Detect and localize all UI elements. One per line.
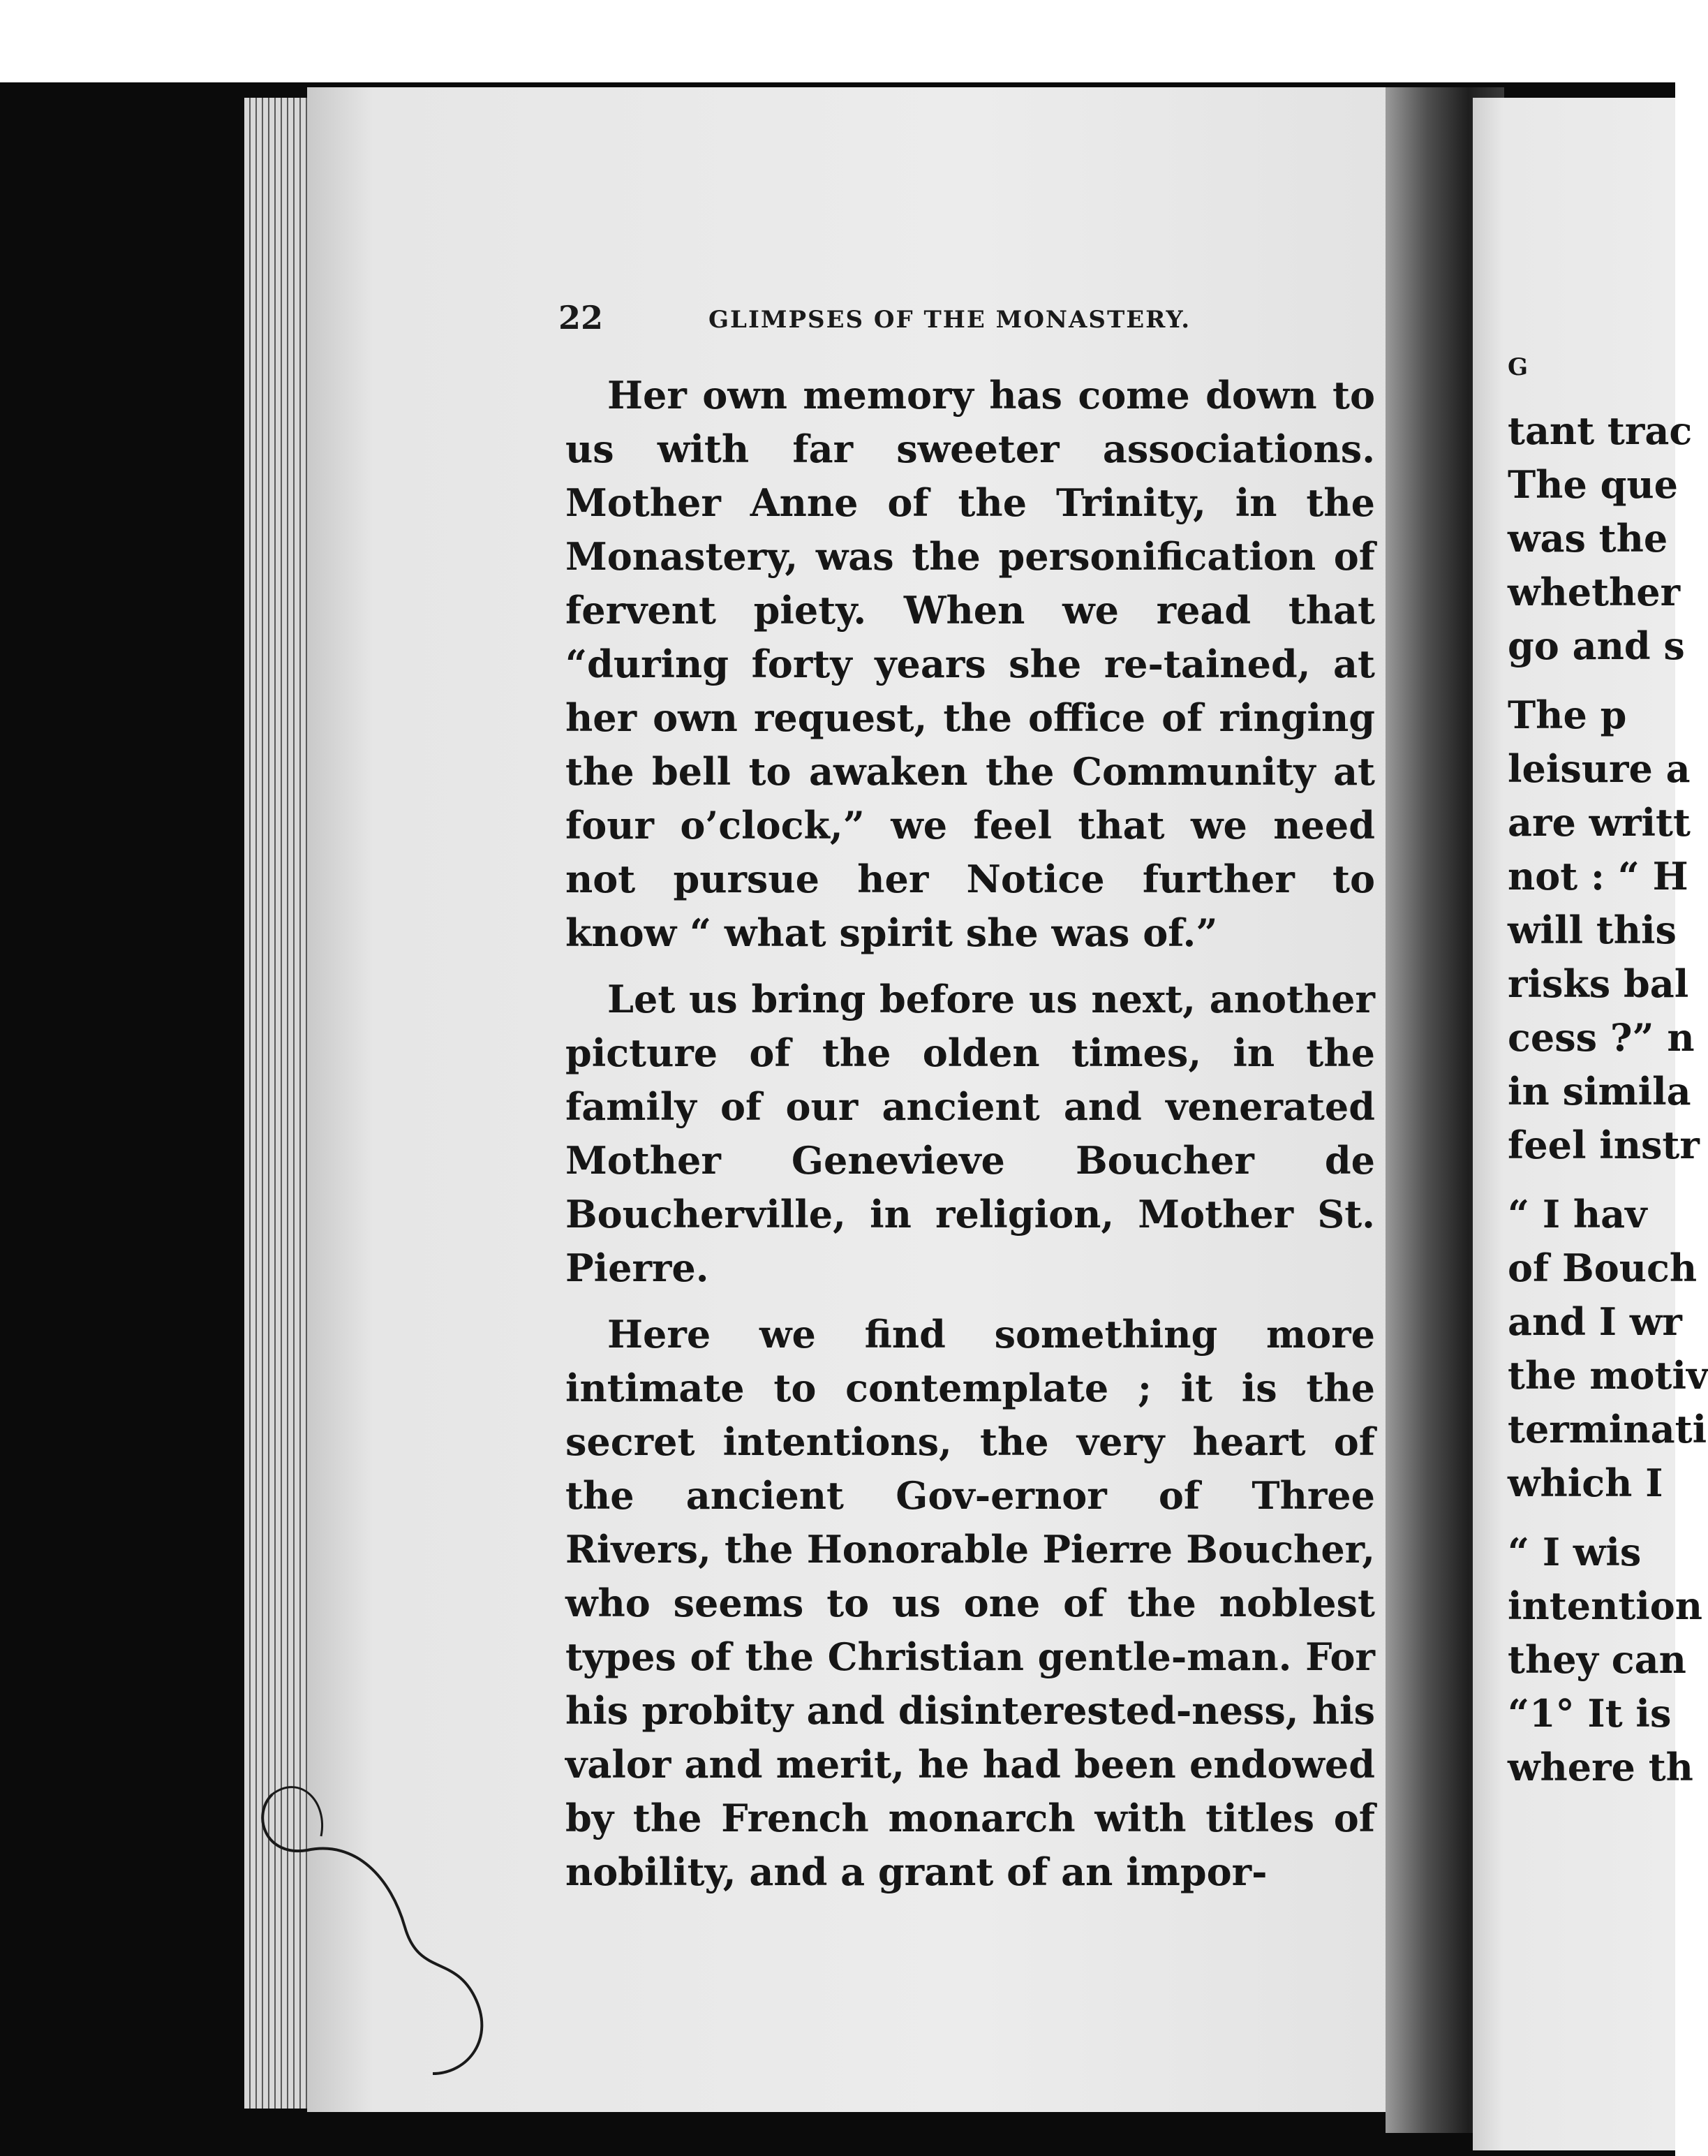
- fragment-line: intention: [1508, 1583, 1703, 1628]
- right-page-body: [1508, 341, 1708, 1794]
- fragment-line: where th: [1508, 1745, 1693, 1789]
- page-number: 22: [558, 299, 604, 337]
- fragment-line: “ I wis: [1508, 1530, 1642, 1574]
- fragment-line: which I: [1508, 1461, 1663, 1505]
- fragment-line: feel instr: [1508, 1123, 1700, 1167]
- running-head: [558, 299, 1368, 341]
- fragment-line: terminati: [1508, 1407, 1707, 1452]
- fragment-line: the motiv: [1508, 1353, 1708, 1398]
- fragment-line: tant trac: [1508, 408, 1693, 453]
- fragment-line: in simila: [1508, 1069, 1691, 1114]
- running-title: GLIMPSES OF THE MONASTERY.: [708, 306, 1191, 334]
- paragraph: Her own memory has come down to us with far sweeter associations. Mother Anne of the Trinity, in the Monastery, was the personification of fervent piety. When we read that “during forty years she re-tained, at her own request, the office of ringing the bell to awaken the Community at four o’clock,” we feel that we need not pursue her Notice further to know “ what spirit she was of.”: [565, 373, 1375, 955]
- left-page-body: [565, 369, 1375, 1912]
- fragment-line: not : “ H: [1508, 854, 1688, 899]
- paragraph: Let us bring before us next, another picture of the olden times, in the family of our ancient and venerated Mother Genevieve Boucher de Boucherville, in religion, Mother St. Pierre.: [565, 977, 1375, 1290]
- fragment-line: was the: [1508, 516, 1668, 561]
- fragment-line: will this: [1508, 908, 1677, 952]
- paragraph: Here we find something more intimate to contemplate ; it is the secret intentions, the very heart of the ancient Gov-ernor of Three Rivers, the Honorable Pierre Boucher, who seems to us one of the noblest types of the Christian gentle-man. For his probity and disinterested-ness, his valor and merit, he had been endowed by the French monarch with titles of nobility, and a grant of an impor-: [565, 1312, 1375, 1894]
- fragment-line: leisure a: [1508, 746, 1691, 791]
- fragment-line: “1° It is: [1508, 1691, 1672, 1736]
- fragment-line: they can: [1508, 1637, 1686, 1682]
- fragment-line: and I wr: [1508, 1299, 1682, 1344]
- pencil-scribble-mark: [244, 1773, 510, 2081]
- fragment-line: go and s: [1508, 623, 1685, 668]
- fragment-line: “ I hav: [1508, 1192, 1647, 1236]
- fragment-line: whether: [1508, 570, 1681, 614]
- fragment-line: risks bal: [1508, 961, 1689, 1006]
- fragment-line: The p: [1508, 693, 1627, 737]
- fragment-line: of Bouch: [1508, 1246, 1698, 1290]
- fragment-line: are writt: [1508, 800, 1691, 845]
- fragment-line: cess ?” n: [1508, 1015, 1695, 1060]
- right-running-head: G: [1508, 353, 1530, 381]
- fragment-line: The que: [1508, 462, 1678, 507]
